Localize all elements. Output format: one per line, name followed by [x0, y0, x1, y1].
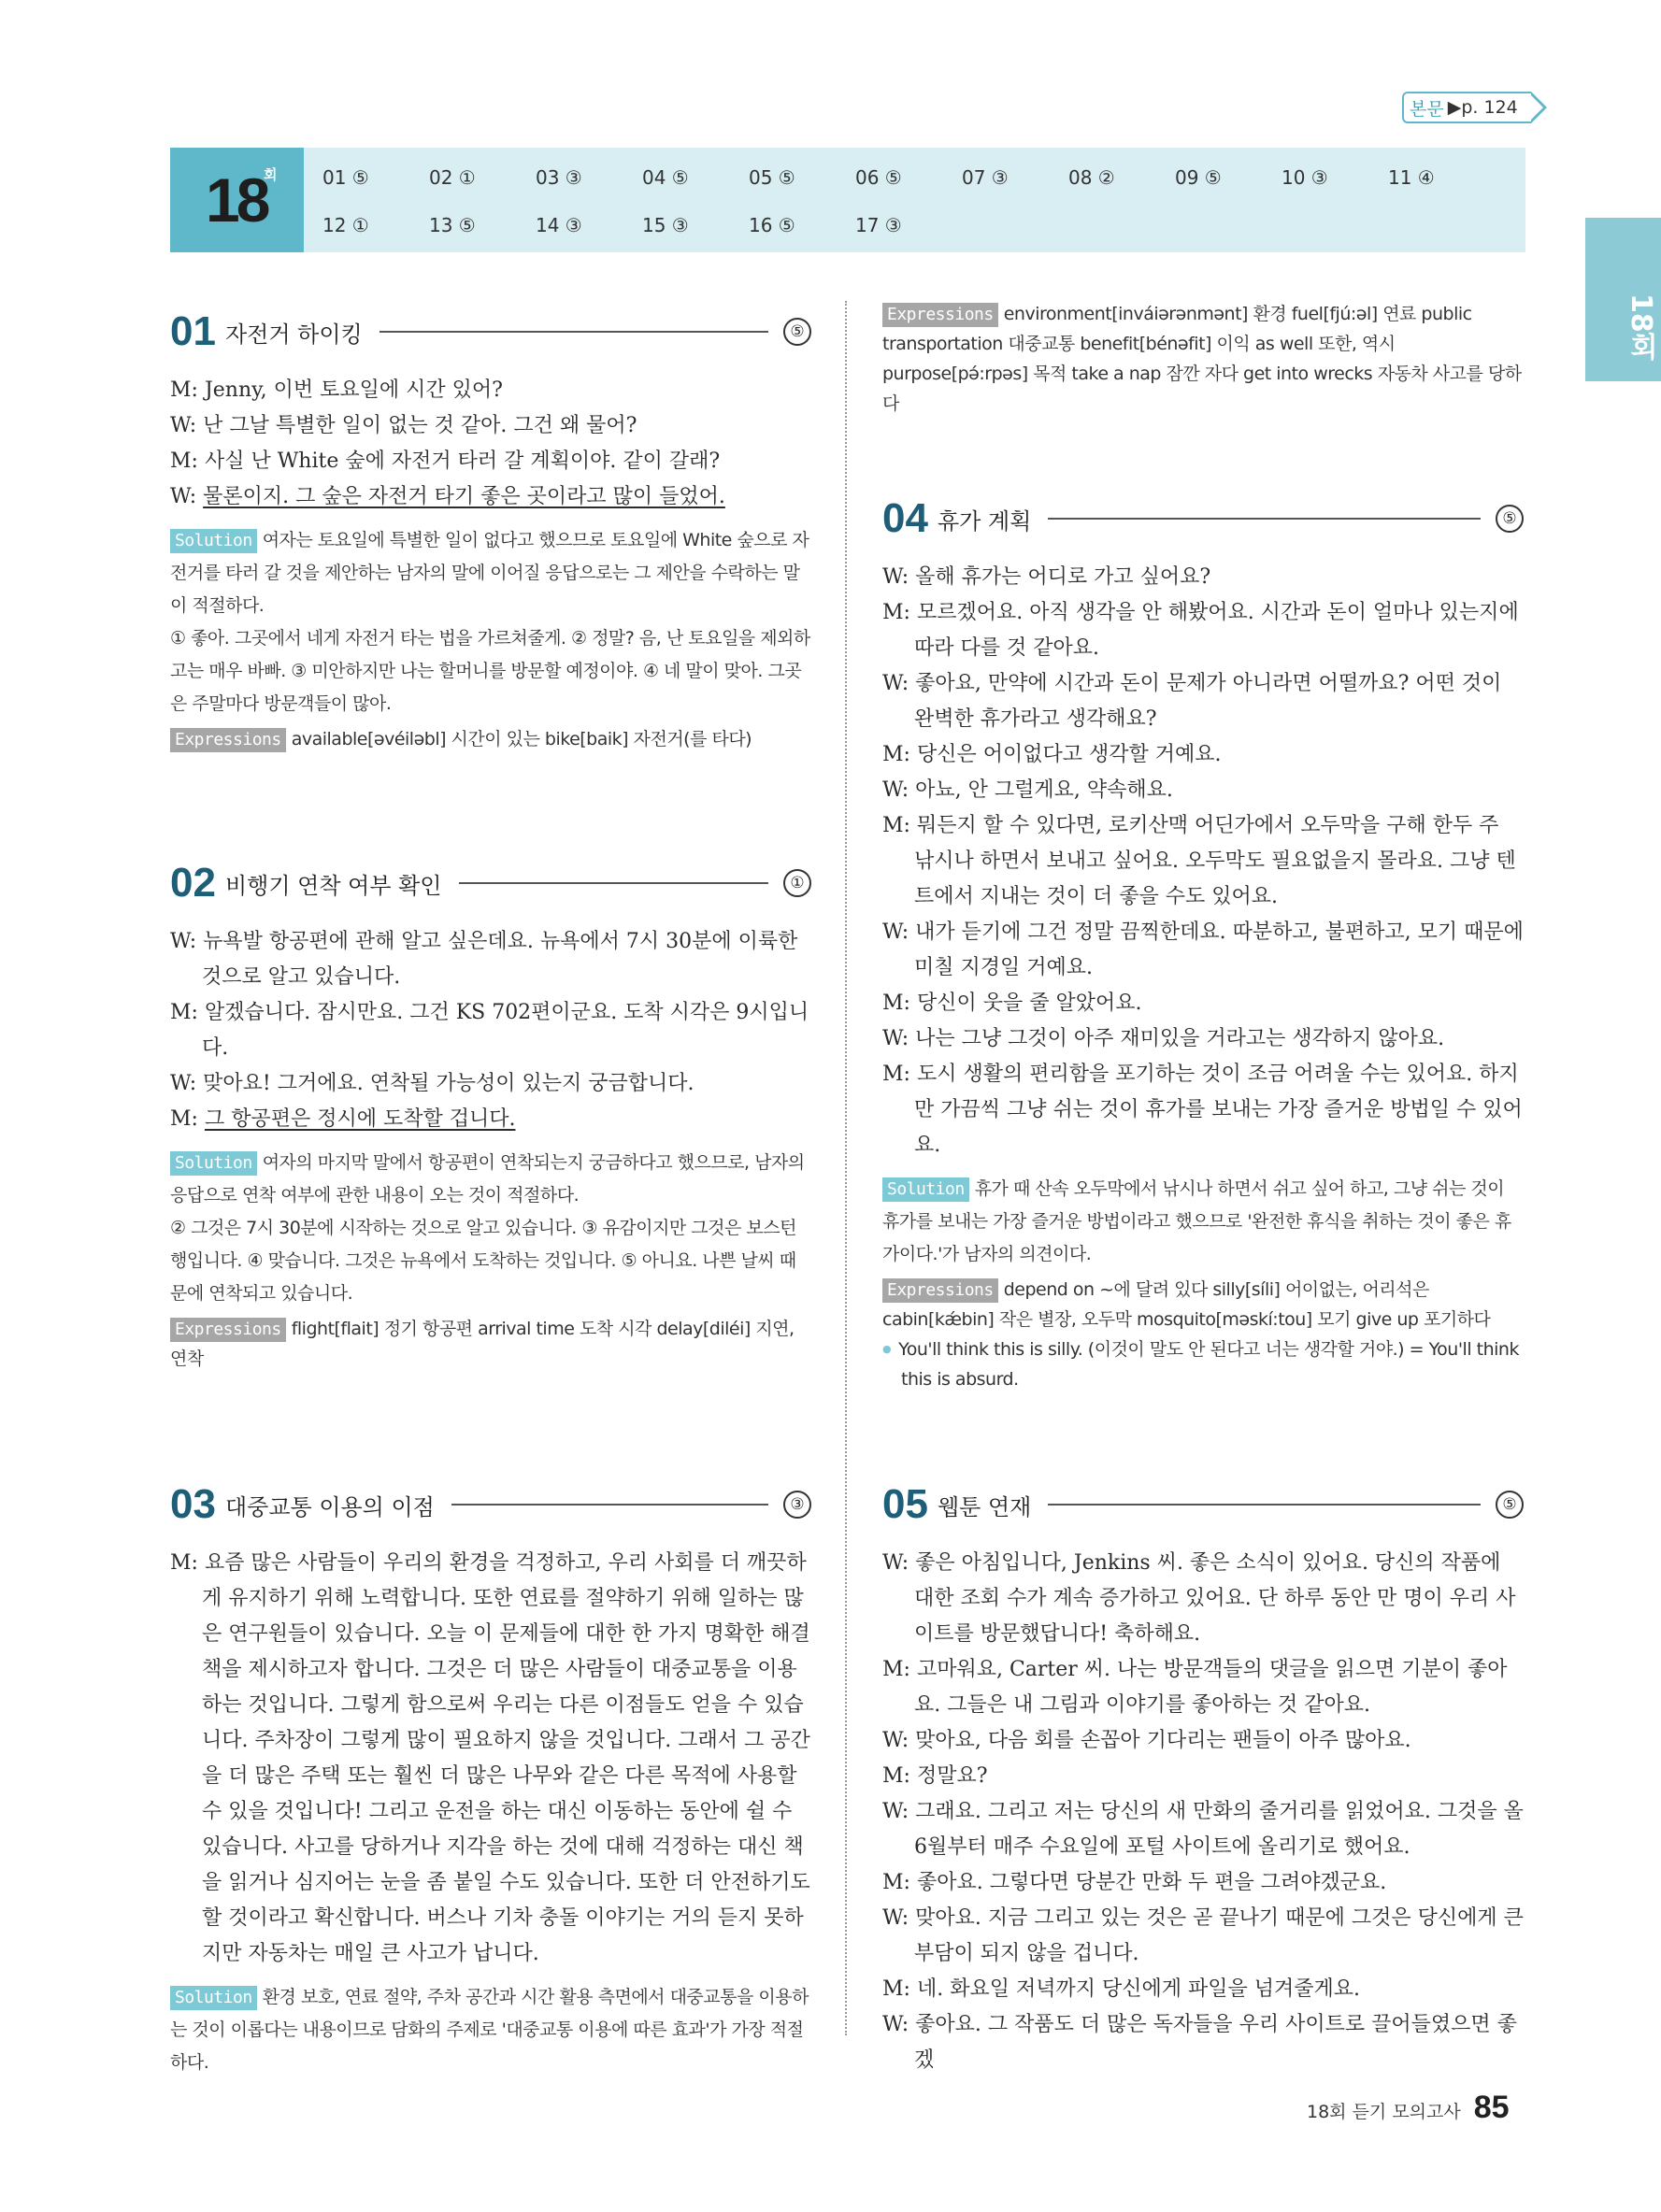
dialog-line: M: 모르겠어요. 아직 생각을 안 해봤어요. 시간과 돈이 얼마나 있는지에 따라 다를 것 같아요. — [882, 601, 1519, 660]
answer-item: 03 ③ — [536, 166, 582, 189]
question-01 — [170, 304, 811, 754]
answer-item: 16 ⑤ — [749, 214, 795, 236]
dialog-line: W: 뉴욕발 항공편에 관해 알고 싶은데요. 뉴욕에서 7시 30분에 이륙한 것으로 알고 있습니다. — [170, 930, 798, 989]
dialog-line: M: Jenny, 이번 토요일에 시간 있어? — [170, 378, 503, 402]
dialog-line: W: 나는 그냥 그것이 아주 재미있을 거라고는 생각하지 않아요. — [882, 1027, 1445, 1050]
dialog-line: W: 좋아요. 그 작품도 더 많은 독자들을 우리 사이트로 끌어들였으면 좋겠 — [882, 2013, 1517, 2072]
column-divider — [845, 301, 847, 2035]
dialog — [170, 1546, 811, 1972]
answer-item: 14 ③ — [536, 214, 582, 236]
footer-title: 18회 듣기 모의고사 — [1307, 2102, 1461, 2122]
answer-item: 05 ⑤ — [749, 166, 795, 189]
dialog-line: M: 네. 화요일 저녁까지 당신에게 파일을 넘겨줄게요. — [882, 1977, 1360, 2001]
book-page-reference — [1402, 92, 1531, 123]
question-answer: ① — [783, 869, 811, 897]
options-translation: ② 그것은 7시 30분에 시작하는 것으로 알고 있습니다. ③ 유감이지만 그것은 보스턴행입니다. ④ 맞습니다. 그것은 뉴욕에서 도착하는 것입니다. ⑤ 아니요. 나쁜 날씨 때문에 연착되고 있습니다. — [170, 1218, 796, 1304]
book-ref-label: 본문 — [1410, 98, 1444, 120]
dialog-line: W: 아뇨, 안 그럴게요, 약속해요. — [882, 778, 1173, 802]
solution-tag: Solution — [882, 1177, 969, 1202]
question-answer: ⑤ — [1496, 505, 1524, 533]
solution-tag: Solution — [170, 1151, 257, 1176]
solution-text: Solution 휴가 때 산속 오두막에서 낚시나 하면서 쉬고 싶어 하고, 그냥 쉬는 것이 휴가를 보내는 가장 즐거운 방법이라고 했으므로 '완전한 휴식을 취하는 것이 좋은 휴가이다.'가 남자의 의견이다. — [882, 1178, 1511, 1264]
solution-text: Solution 환경 보호, 연료 절약, 주차 공간과 시간 활용 측면에서 대중교통을 이용하는 것이 이롭다는 내용이므로 담화의 주제로 '대중교통 이용에 따른 효과'가 가장 적절하다. — [170, 1987, 809, 2073]
dialog-line: M: 당신이 웃을 줄 알았어요. — [882, 992, 1142, 1015]
question-number: 05 — [882, 1481, 928, 1527]
question-header — [882, 491, 1524, 547]
question-title: 대중교통 이용의 이점 — [224, 1493, 435, 1520]
dialog-line: M: 정말요? — [882, 1764, 988, 1788]
dialog — [882, 1546, 1524, 2078]
dialog — [170, 924, 811, 1137]
expressions-tag: Expressions — [170, 1318, 286, 1342]
expressions-text: Expressions depend on ~에 달려 있다 silly[síli] 어이없는, 어리석은 cabin[kǽbin] 작은 별장, 오두막 mosquito[məskí:tou] 모기 give up 포기하다 — [882, 1279, 1491, 1330]
question-title: 웹툰 연재 — [937, 1493, 1032, 1520]
arrow-right-icon — [1531, 92, 1547, 123]
expressions-text: Expressions flight[flait] 정기 항공편 arrival time 도착 시각 delay[diléi] 지연, 연착 — [170, 1319, 795, 1369]
expressions-text: Expressions environment[inváiərənmənt] 환경 fuel[fjú:əl] 연료 public transportation 대중교통 benefit[bénəfit] 이익 as well 또한, 역시 purpose[pə́:rpəs] 목적 take a nap 잠깐 자다 get into wrecks 자동차 사고를 당하다 — [882, 304, 1522, 414]
question-header — [170, 1477, 811, 1533]
side-chapter-tab: 18회 — [1585, 218, 1661, 381]
question-number: 02 — [170, 860, 216, 906]
question-answer: ③ — [783, 1491, 811, 1519]
dialog — [170, 373, 811, 515]
dialog-line: W: 난 그날 특별한 일이 없는 것 같아. 그건 왜 물어? — [170, 414, 637, 437]
header-rule — [1048, 1504, 1481, 1506]
solution-tag: Solution — [170, 529, 257, 553]
expressions-text: Expressions available[əvéiləbl] 시간이 있는 bike[baik] 자전거(를 타다) — [170, 724, 811, 754]
answer-item: 07 ③ — [962, 166, 1009, 189]
answer-item: 01 ⑤ — [322, 166, 369, 189]
round-suffix: 회 — [264, 166, 278, 183]
dialog-line: W: 올해 휴가는 어디로 가고 싶어요? — [882, 565, 1211, 589]
options-translation: ① 좋아. 그곳에서 네게 자전거 타는 법을 가르쳐줄게. ② 정말? 음, 난 토요일을 제외하고는 매우 바빠. ③ 미안하지만 나는 할머니를 방문할 예정이야. ④ 네 말이 맞아. 그곳은 주말마다 방문객들이 많아. — [170, 628, 810, 714]
dialog-line: M: 알겠습니다. 잠시만요. 그건 KS 702편이군요. 도착 시각은 9시입니다. — [170, 1001, 809, 1060]
question-number: 01 — [170, 308, 216, 354]
round-badge — [170, 148, 304, 252]
page-number: 85 — [1473, 2090, 1510, 2125]
answer-item: 04 ⑤ — [642, 166, 689, 189]
answer-item: 11 ④ — [1388, 166, 1435, 189]
question-header — [170, 855, 811, 911]
answer-item: 06 ⑤ — [855, 166, 902, 189]
question-answer: ⑤ — [1496, 1491, 1524, 1519]
header-rule — [1048, 518, 1481, 520]
dialog-line: M: 사실 난 White 숲에 자전거 타러 갈 계획이야. 같이 갈래? — [170, 450, 721, 473]
dialog-line: W: 내가 듣기에 그건 정말 끔찍한데요. 따분하고, 불편하고, 모기 때문에 미칠 지경일 거예요. — [882, 920, 1524, 979]
dialog-line: M: 고마워요, Carter 씨. 나는 방문객들의 댓글을 읽으면 기분이 좋아요. 그들은 내 그림과 이야기를 좋아하는 것 같아요. — [882, 1658, 1508, 1717]
answer-item: 12 ① — [322, 214, 369, 236]
question-04 — [882, 491, 1524, 1394]
question-title: 비행기 연착 여부 확인 — [224, 872, 442, 899]
round-number: 18 — [206, 165, 267, 235]
question-answer: ⑤ — [783, 318, 811, 346]
question-03 — [170, 1477, 811, 2079]
dialog-line: M: 당신은 어이없다고 생각할 거예요. — [882, 743, 1222, 766]
dialog-line: W: 맞아요. 지금 그리고 있는 것은 곧 끝나기 때문에 그것은 당신에게 큰 부담이 되지 않을 겁니다. — [882, 1906, 1524, 1965]
expressions-tag: Expressions — [882, 303, 998, 327]
question-title: 휴가 계획 — [937, 507, 1032, 535]
dialog-line: W: 맞아요! 그거에요. 연착될 가능성이 있는지 궁금합니다. — [170, 1072, 694, 1095]
answer-list — [304, 148, 1525, 252]
answer-key-bar — [170, 148, 1525, 252]
dialog-line: W: 좋은 아침입니다, Jenkins 씨. 좋은 소식이 있어요. 당신의 작품에 대한 조회 수가 계속 증가하고 있어요. 단 하루 동안 만 명이 우리 사이트를 방문했답니다! 축하해요. — [882, 1551, 1516, 1646]
dialog-line: M: 좋아요. 그렇다면 당분간 만화 두 편을 그려야겠군요. — [882, 1871, 1387, 1894]
answer-item: 09 ⑤ — [1175, 166, 1222, 189]
header-rule — [451, 1504, 768, 1506]
answer-item: 10 ③ — [1282, 166, 1328, 189]
answer-item: 08 ② — [1068, 166, 1115, 189]
answer-item: 02 ① — [429, 166, 476, 189]
dialog-line: M: 뭐든지 할 수 있다면, 로키산맥 어딘가에서 오두막을 구해 한두 주 낚시나 하면서 보내고 싶어요. 오두막도 필요없을지 몰라요. 그냥 텐트에서 지내는 것이 더 좋을 수도 있어요. — [882, 814, 1516, 908]
dialog-line: W: 물론이지. 그 숲은 자전거 타기 좋은 곳이라고 많이 들었어. — [170, 485, 725, 508]
answer-item: 15 ③ — [642, 214, 689, 236]
page-footer — [1307, 2090, 1510, 2126]
answer-item: 13 ⑤ — [429, 214, 476, 236]
expressions-tag: Expressions — [170, 728, 286, 752]
question-header — [882, 1477, 1524, 1533]
question-title: 자전거 하이킹 — [224, 321, 363, 348]
dialog-line: W: 그래요. 그리고 저는 당신의 새 만화의 줄거리를 읽었어요. 그것을 올 6월부터 매주 수요일에 포털 사이트에 올리기로 했어요. — [882, 1800, 1524, 1859]
expressions-tag: Expressions — [882, 1278, 998, 1303]
dialog — [882, 560, 1524, 1163]
question-03-expressions — [882, 299, 1524, 419]
book-ref-arrow: ▶ — [1447, 97, 1462, 118]
solution-text: Solution 여자의 마지막 말에서 항공편이 연착되는지 궁금하다고 했으므로, 남자의 응답으로 연착 여부에 관한 내용이 오는 것이 적절하다. — [170, 1152, 805, 1206]
dialog-line: M: 그 항공편은 정시에 도착할 겁니다. — [170, 1107, 516, 1131]
question-02 — [170, 855, 811, 1374]
dialog-line: W: 맞아요, 다음 회를 손꼽아 기다리는 팬들이 아주 많아요. — [882, 1729, 1411, 1752]
answer-item: 17 ③ — [855, 214, 902, 236]
solution-tag: Solution — [170, 1986, 257, 2010]
question-number: 04 — [882, 495, 928, 541]
question-number: 03 — [170, 1481, 216, 1527]
question-05 — [882, 1477, 1524, 2078]
dialog-line: M: 도시 생활의 편리함을 포기하는 것이 조금 어려울 수는 있어요. 하지만 가끔씩 그냥 쉬는 것이 휴가를 보내는 가장 즐거운 방법일 수 있어요. — [882, 1063, 1523, 1157]
note-bullet: ● You'll think this is silly. (이것이 말도 안 된다고 너는 생각할 거야.) = You'll think this is absurd. — [882, 1334, 1524, 1394]
solution-text: Solution 여자는 토요일에 특별한 일이 없다고 했으므로 토요일에 White 숲으로 자전거를 타러 갈 것을 제안하는 남자의 말에 이어질 응답으로는 그 제안을 수락하는 말이 적절하다. — [170, 530, 809, 616]
dialog-line: M: 요즘 많은 사람들이 우리의 환경을 걱정하고, 우리 사회를 더 깨끗하게 유지하기 위해 노력합니다. 또한 연료를 절약하기 위해 일하는 많은 연구원들이 있습니다. 오늘 이 문제들에 대한 한 가지 명확한 해결책을 제시하고자 합니다. 그것은 더 많은 사람들이 대중교통을 이용하는 것입니다. 그렇게 함으로써 우리는 다른 이점들도 얻을 수 있습니다. 주차장이 그렇게 많이 필요하지 않을 것입니다. 그래서 그 공간을 더 많은 주택 또는 훨씬 더 많은 나무와 같은 다른 목적에 사용할 수 있을 것입니다! 그리고 운전을 하는 대신 이동하는 동안에 쉴 수 있습니다. 사고를 당하거나 지각을 하는 것에 대해 걱정하는 대신 책을 읽거나 심지어는 눈을 좀 붙일 수도 있습니다. 또한 더 안전하기도 할 것이라고 확신합니다. 버스나 기차 충돌 이야기는 거의 듣지 못하지만 자동차는 매일 큰 사고가 납니다. — [170, 1551, 810, 1965]
header-rule — [459, 882, 769, 884]
header-rule — [379, 331, 768, 333]
dialog-line: W: 좋아요, 만약에 시간과 돈이 문제가 아니라면 어떨까요? 어떤 것이 완벽한 휴가라고 생각해요? — [882, 672, 1502, 731]
book-ref-page: p. 124 — [1461, 97, 1518, 118]
question-header — [170, 304, 811, 360]
